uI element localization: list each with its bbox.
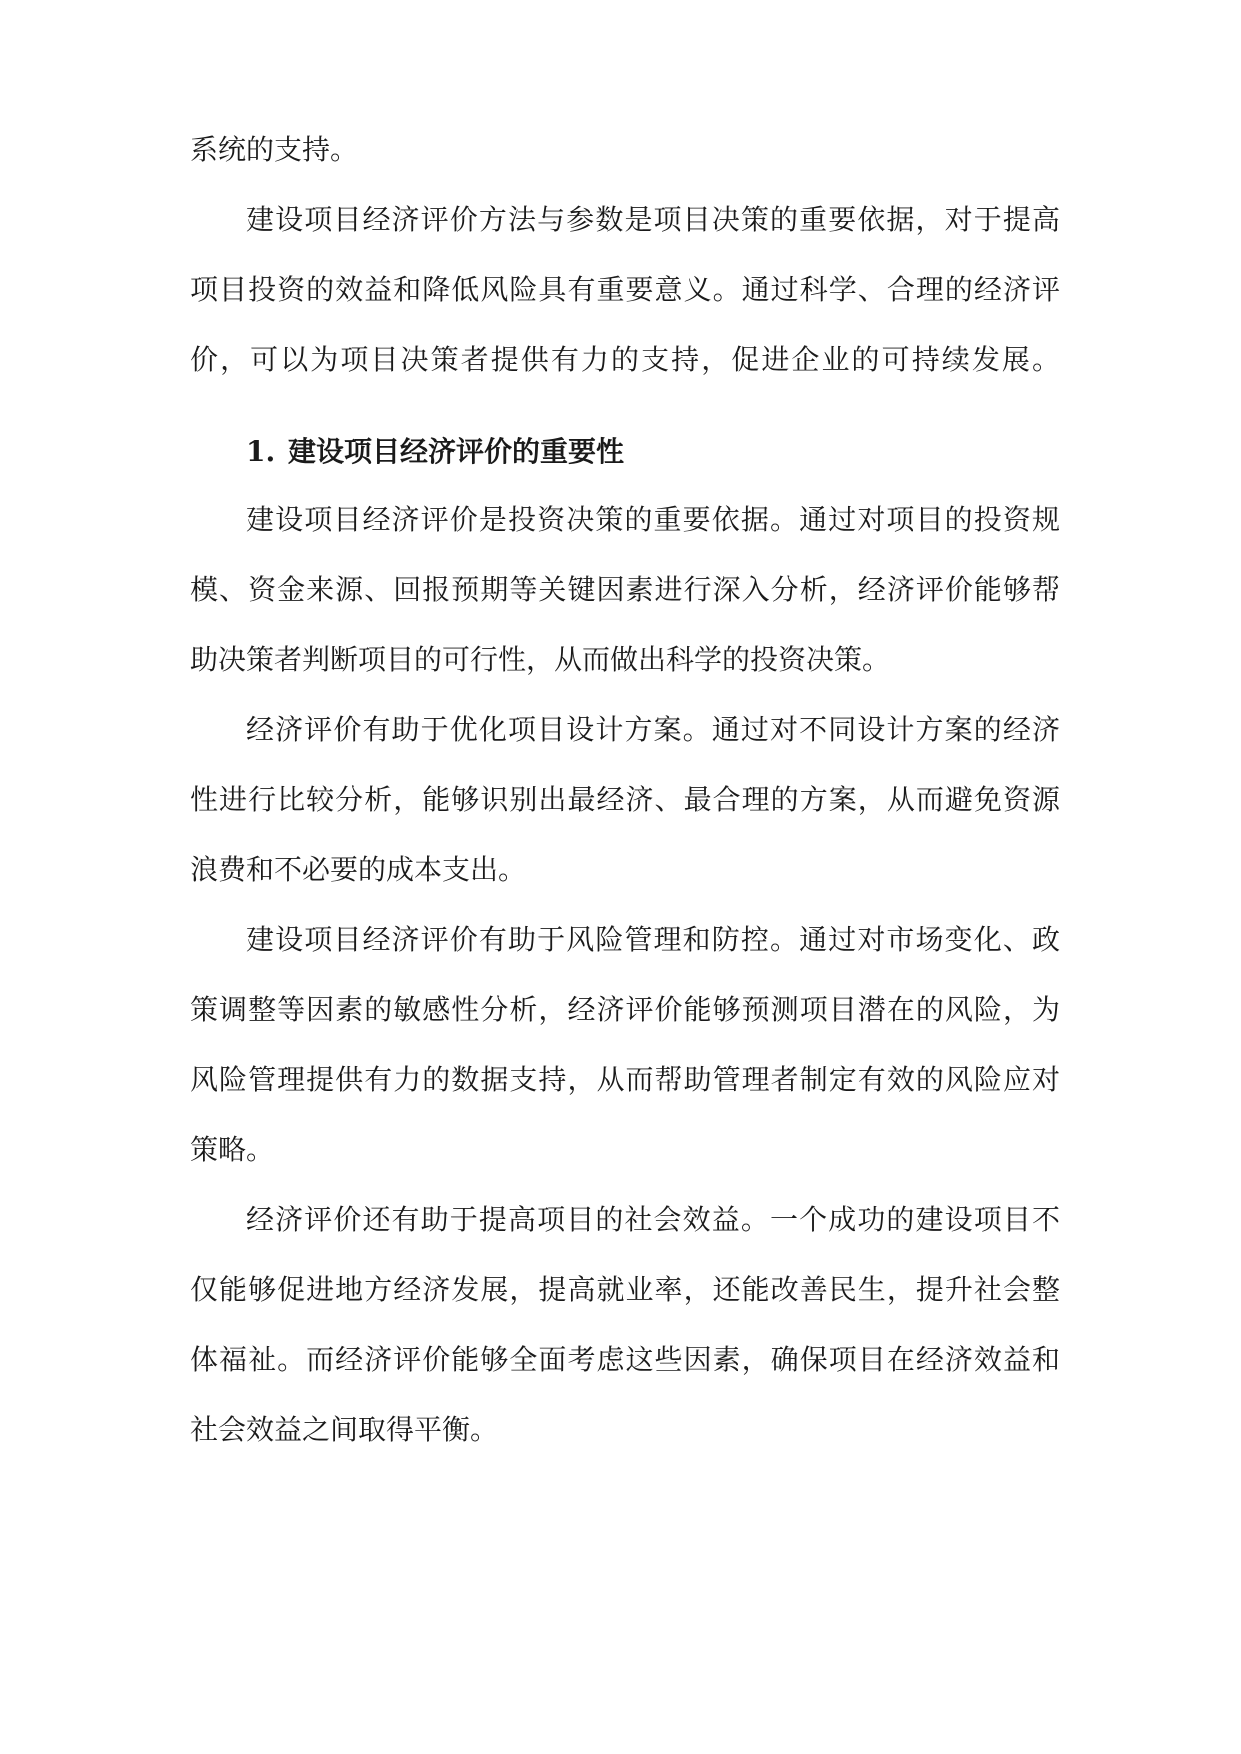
paragraph-line: 模、资金来源、回报预期等关键因素进行深入分析，经济评价能够帮 [190,573,1060,606]
paragraph-line: 社会效益之间取得平衡。 [190,1413,499,1446]
paragraph-line: 建设项目经济评价是投资决策的重要依据。通过对项目的投资规 [246,503,1060,536]
paragraph-line: 建设项目经济评价有助于风险管理和防控。通过对市场变化、政 [246,923,1060,956]
paragraph-line: 体福祉。而经济评价能够全面考虑这些因素，确保项目在经济效益和 [190,1343,1060,1376]
paragraph-line: 系统的支持。 [190,133,359,166]
section-heading [246,430,1060,474]
paragraph-line: 建设项目经济评价方法与参数是项目决策的重要依据，对于提高 [246,203,1060,236]
paragraph-line: 经济评价有助于优化项目设计方案。通过对不同设计方案的经济 [246,713,1060,746]
paragraph-line: 助决策者判断项目的可行性，从而做出科学的投资决策。 [190,643,891,676]
paragraph-line: 仅能够促进地方经济发展，提高就业率，还能改善民生，提升社会整 [190,1273,1060,1306]
paragraph-line: 风险管理提供有力的数据支持，从而帮助管理者制定有效的风险应对 [190,1063,1060,1096]
section-title: 建设项目经济评价的重要性 [288,435,625,468]
paragraph-line: 浪费和不必要的成本支出。 [190,853,527,886]
paragraph-line: 价，可以为项目决策者提供有力的支持，促进企业的可持续发展。 [190,343,1060,376]
section-number: 1. [246,435,276,468]
paragraph-line: 策调整等因素的敏感性分析，经济评价能够预测项目潜在的风险，为 [190,993,1060,1026]
paragraph-line: 经济评价还有助于提高项目的社会效益。一个成功的建设项目不 [246,1203,1060,1236]
paragraph-line: 性进行比较分析，能够识别出最经济、最合理的方案，从而避免资源 [190,783,1060,816]
paragraph-line: 策略。 [190,1133,275,1166]
paragraph-line: 项目投资的效益和降低风险具有重要意义。通过科学、合理的经济评 [190,273,1060,306]
